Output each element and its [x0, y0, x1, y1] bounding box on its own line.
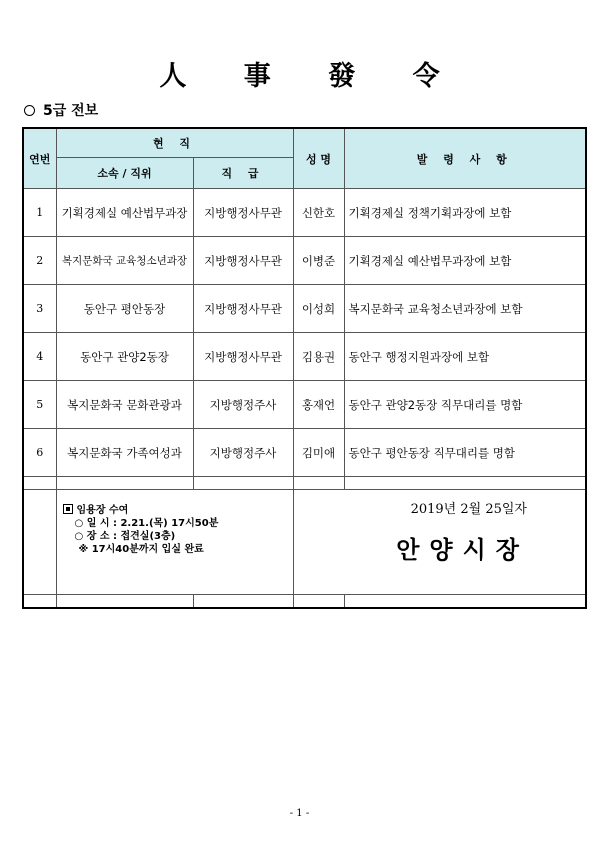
- section-heading: [24, 100, 98, 120]
- circle-bullet-icon: [24, 105, 35, 116]
- row-affiliation: 동안구 평안동장: [56, 285, 193, 333]
- row-name: 신한호: [293, 189, 344, 237]
- row-affiliation: 복지문화국 문화관광과: [56, 381, 193, 429]
- row-affiliation: 복지문화국 가족여성과: [56, 429, 193, 477]
- table-row: [23, 285, 586, 333]
- header-grade: 직 급: [193, 158, 293, 189]
- personnel-order-table: [22, 127, 587, 609]
- row-grade: 지방행정사무관: [193, 285, 293, 333]
- row-number: 2: [23, 237, 56, 285]
- signer-title: 안양시장: [396, 535, 529, 564]
- row-number: 5: [23, 381, 56, 429]
- order-date: 2019년 2월 25일자: [410, 502, 527, 517]
- row-affiliation: 복지문화국 교육청소년과장: [56, 237, 193, 285]
- table-row: [23, 381, 586, 429]
- header-current-position: 현 직: [56, 128, 293, 158]
- square-bullet-icon: [63, 504, 73, 514]
- row-affiliation: 기획경제실 예산법무과장: [56, 189, 193, 237]
- table-row: [23, 429, 586, 477]
- page-number: - 1 -: [289, 808, 310, 819]
- notice-block: [57, 504, 293, 556]
- row-grade: 지방행정주사: [193, 381, 293, 429]
- notice-line: ○ 장 소 : 접견실(3층): [74, 531, 176, 542]
- row-name: 김미애: [293, 429, 344, 477]
- row-name: 이성희: [293, 285, 344, 333]
- row-name: 홍재언: [293, 381, 344, 429]
- row-grade: 지방행정사무관: [193, 237, 293, 285]
- row-number: 3: [23, 285, 56, 333]
- row-grade: 지방행정사무관: [193, 333, 293, 381]
- notice-heading: 임용장 수여: [76, 505, 129, 516]
- row-number: 6: [23, 429, 56, 477]
- document-title: 人 事 發 令: [159, 61, 464, 92]
- row-order: 동안구 평안동장 직무대리를 명함: [344, 429, 586, 477]
- table-row: [23, 237, 586, 285]
- notice-cell: [56, 490, 293, 595]
- table-row: [23, 189, 586, 237]
- row-order: 동안구 행정지원과장에 보함: [344, 333, 586, 381]
- row-order: 기획경제실 예산법무과장에 보함: [344, 237, 586, 285]
- header-order: 발 령 사 항: [344, 128, 586, 189]
- notice-line: ※ 17시40분까지 입실 완료: [78, 544, 204, 555]
- row-order: 기획경제실 정책기획과장에 보함: [344, 189, 586, 237]
- row-order: 복지문화국 교육청소년과장에 보함: [344, 285, 586, 333]
- signature-cell: [293, 490, 586, 595]
- header-affiliation: 소속 / 직위: [56, 158, 193, 189]
- row-order: 동안구 관양2동장 직무대리를 명함: [344, 381, 586, 429]
- row-grade: 지방행정주사: [193, 429, 293, 477]
- table-row: [23, 333, 586, 381]
- row-grade: 지방행정사무관: [193, 189, 293, 237]
- notice-line: ○ 일 시 : 2.21.(목) 17시50분: [74, 518, 219, 529]
- row-number: 4: [23, 333, 56, 381]
- row-number: 1: [23, 189, 56, 237]
- spacer-row: [23, 595, 586, 609]
- header-name: 성 명: [293, 128, 344, 189]
- section-label: 5급 전보: [43, 103, 99, 119]
- footer-row: [23, 490, 586, 595]
- row-name: 이병준: [293, 237, 344, 285]
- row-name: 김용권: [293, 333, 344, 381]
- header-index: 연번: [23, 128, 56, 189]
- row-affiliation: 동안구 관양2동장: [56, 333, 193, 381]
- spacer-row: [23, 477, 586, 490]
